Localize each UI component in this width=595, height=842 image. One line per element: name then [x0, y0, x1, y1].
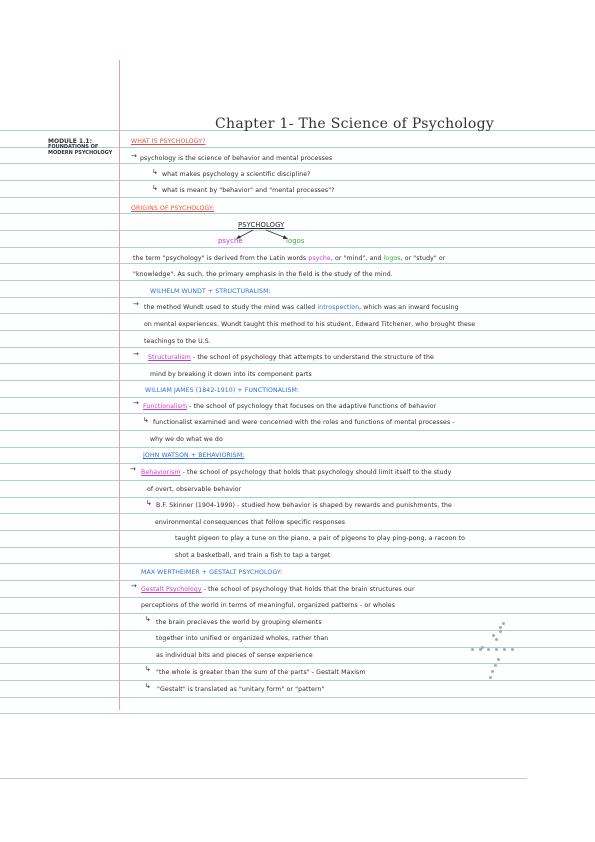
module-label-line1: MODULE 1.1:	[48, 138, 92, 145]
ruled-line	[0, 630, 595, 631]
ruled-line	[0, 613, 595, 614]
ruled-line	[0, 697, 595, 698]
doodle-dot	[499, 630, 502, 633]
ruled-line	[0, 530, 595, 531]
ruled-line	[0, 597, 595, 598]
diagram-logos: logos	[286, 237, 305, 245]
doodle-dot	[511, 648, 514, 651]
ruled-line	[0, 430, 595, 431]
wundt-heading: WILHELM WUNDT + STRUCTURALISM:	[150, 288, 271, 295]
ruled-line	[0, 263, 595, 264]
arrow-icon: →	[131, 582, 137, 590]
gestalt-maxim: "the whole is greater than the sum of the parts" - Gestalt Maxism	[156, 669, 366, 676]
ruled-line	[0, 480, 595, 481]
module-label-line2: FOUNDATIONS OF	[48, 143, 99, 150]
diagram-psyche: psyche	[218, 237, 243, 245]
question-scientific: what makes psychology a scientific discipline?	[162, 171, 311, 178]
structuralism-definition: Structuralism - the school of psychology that attempts to understand the structure of the	[148, 354, 434, 361]
ruled-line	[0, 313, 595, 314]
arrow-icon: →	[130, 465, 136, 473]
module-label	[48, 139, 112, 156]
term-origin-line2: "knowledge". As such, the primary emphasis in the field is the study of the mind.	[133, 271, 393, 278]
skinner-line2: environmental consequences that follow specific responses	[155, 519, 346, 526]
wundt-line1: the method Wundt used to study the mind was called introspection, which was an inward focusing	[144, 304, 459, 311]
skinner-line1: B.F. Skinner (1904-1990) - studied how behavior is shaped by rewards and punishments, the	[156, 502, 452, 509]
wundt-line2: on mental experiences. Wundt taught this method to his student, Edward Titchener, who brought these	[144, 321, 476, 328]
hook-arrow-icon: ↳	[152, 184, 158, 192]
gestalt-line2: perceptions of the world in terms of meaningful, organized patterns - or wholes	[141, 602, 396, 609]
ruled-line	[0, 247, 595, 248]
arrow-icon: →	[133, 399, 139, 407]
ruled-line	[0, 713, 595, 714]
doodle-dot	[495, 648, 498, 651]
ruled-line	[0, 463, 595, 464]
question-behavior: what is meant by "behavior" and "mental processes"?	[162, 187, 335, 194]
functionalism-note: functionalist examined and were concerned with the roles and functions of mental processes -	[153, 419, 455, 426]
ruled-line	[0, 663, 595, 664]
page-bottom-line	[0, 778, 527, 779]
hook-arrow-icon: ↳	[152, 168, 158, 176]
ruled-line	[0, 297, 595, 298]
ruled-line	[0, 547, 595, 548]
page-title: Chapter 1- The Science of Psychology	[215, 116, 495, 132]
ruled-line	[0, 413, 595, 414]
wertheimer-heading: MAX WERTHEIMER + GESTALT PSYCHOLOGY:	[141, 569, 283, 576]
doodle-dot	[503, 648, 506, 651]
doodle-dot	[481, 646, 484, 649]
behaviorism-definition: Behaviorism - the school of psychology that holds that psychology should limit itself to the study	[141, 469, 452, 476]
doodle-dot	[502, 622, 505, 625]
wundt-line3: teachings to the U.S.	[144, 338, 211, 345]
doodle-dot	[491, 670, 494, 673]
pigeon-line2: shot a basketball, and train a fish to tap a target	[175, 552, 331, 559]
gestalt-brain-line3: as individual bits and pieces of sense experience	[156, 652, 313, 659]
ruled-line	[0, 163, 595, 164]
ruled-line	[0, 197, 595, 198]
ruled-line	[0, 580, 595, 581]
ruled-line	[0, 363, 595, 364]
ruled-line	[0, 397, 595, 398]
diagram-psychology: PSYCHOLOGY	[238, 221, 285, 229]
doodle-dot	[495, 638, 498, 641]
module-label-line3: MODERN PSYCHOLOGY	[48, 149, 113, 156]
behaviorism-line2: of overt, observable behavior	[147, 486, 242, 493]
gestalt-definition: Gestalt Psychology - the school of psychology that holds that the brain structures our	[141, 586, 415, 593]
pigeon-line1: taught pigeon to play a tune on the piano, a pair of pigeons to play ping-pong, a racoon to	[175, 535, 466, 542]
ruled-line	[0, 680, 595, 681]
james-heading: WILLIAM JAMES (1842-1910) + FUNCTIONALISM:	[145, 387, 300, 394]
hook-arrow-icon: ↳	[145, 665, 151, 673]
functionalism-definition: Functionalism - the school of psychology that focuses on the adaptive functions of behavior	[143, 403, 437, 410]
margin-line	[119, 60, 120, 710]
gestalt-translation: "Gestalt" is translated as "unitary form" or "pattern"	[157, 686, 325, 693]
ruled-line	[0, 280, 595, 281]
doodle-dot	[487, 648, 490, 651]
doodle-dot	[499, 626, 502, 629]
arrow-icon: →	[133, 350, 139, 358]
hook-arrow-icon: ↳	[145, 682, 151, 690]
ruled-line	[0, 347, 595, 348]
hook-arrow-icon: ↳	[146, 499, 152, 507]
doodle-dot	[489, 676, 492, 679]
ruled-line	[0, 213, 595, 214]
doodle-dot	[494, 664, 497, 667]
doodle-dot	[471, 648, 474, 651]
origins-heading: ORIGINS OF PSYCHOLOGY:	[131, 205, 215, 212]
term-origin-line1: the term "psychology" is derived from the Latin words psyche, or "mind", and logos, or "study" or	[133, 255, 446, 262]
structuralism-line2: mind by breaking it down into its component parts	[150, 371, 312, 378]
ruled-line	[0, 563, 595, 564]
gestalt-brain-line2: together into unified or organized wholes, rather than	[156, 635, 329, 642]
ruled-line	[0, 330, 595, 331]
hook-arrow-icon: ↳	[143, 416, 149, 424]
doodle-dot	[497, 658, 500, 661]
gestalt-brain-line1: the brain precieves the world by grouping elements	[156, 619, 322, 626]
arrow-icon: →	[131, 152, 137, 160]
ruled-line	[0, 180, 595, 181]
ruled-line	[0, 513, 595, 514]
arrow-icon: →	[133, 300, 139, 308]
psychology-definition: psychology is the science of behavior and mental processes	[140, 155, 333, 162]
functionalism-note-line2: why we do what we do	[150, 436, 223, 443]
ruled-line	[0, 497, 595, 498]
doodle-dot	[492, 634, 495, 637]
ruled-line	[0, 447, 595, 448]
watson-heading: JOHN WATSON + BEHAVIORISM:	[143, 452, 245, 459]
ruled-line	[0, 380, 595, 381]
hook-arrow-icon: ↳	[145, 615, 151, 623]
what-is-psychology-heading: WHAT IS PSYCHOLOGY?	[131, 138, 206, 145]
